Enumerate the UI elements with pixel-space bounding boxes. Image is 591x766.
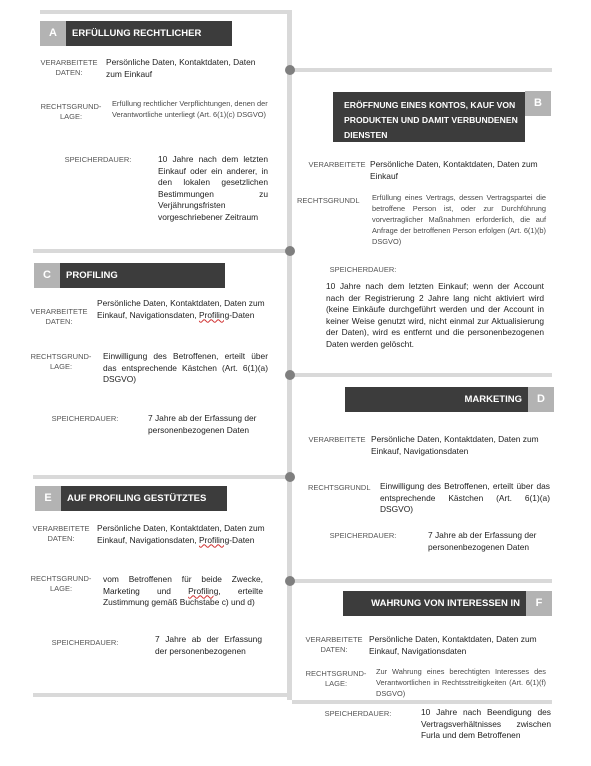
section-e-basis-label: RECHTSGRUND-LAGE: [30, 574, 92, 593]
timeline-node [285, 576, 295, 586]
divider-top-b [290, 68, 552, 72]
timeline-node [285, 472, 295, 482]
section-b-storage: 10 Jahre nach dem letzten Einkauf; wenn der Account nach der Registrierung 2 Jahre lang nicht aktiviert wird (keine Einkäufe durchgeführt werden und der Account in keiner Weise genutzt wird, nicht einmal zur Aktualisierung der Daten), wird es entfernt und die personenbezogenen Daten werden gelöscht. [326, 281, 544, 349]
section-d-basis: Einwilligung des Betroffenen, erteilt über das entsprechende Kästchen (Art. 6(1)(a) DSGVO) [380, 481, 550, 515]
section-c-profiling-word: Profiling [198, 309, 230, 320]
section-d-storage-label: SPEICHERDAUER: [329, 531, 397, 540]
section-d-data: Persönliche Daten, Kontaktdaten, Daten zum Einkauf, Navigationsdaten [371, 434, 539, 456]
bottom-border-right [292, 700, 552, 704]
section-e-profiling-word: Profiling [198, 534, 230, 545]
section-b-data: Persönliche Daten, Kontaktdaten, Daten zum Einkauf [370, 159, 538, 181]
section-b-title-line3: DIENSTEN [344, 130, 388, 140]
section-a-title-text: ERFÜLLUNG RECHTLICHER [72, 28, 202, 39]
section-a-data: Persönliche Daten, Kontaktdaten, Daten zum Einkauf [106, 57, 256, 79]
section-d-title-text: MARKETING [464, 394, 522, 405]
section-b-badge: B [525, 91, 551, 116]
section-a-storage-label: SPEICHERDAUER: [64, 155, 132, 164]
timeline-node [285, 65, 295, 75]
section-e-title-text: AUF PROFILING GESTÜTZTES [67, 493, 207, 504]
section-e-badge: E [35, 486, 61, 511]
section-c-storage: 7 Jahre ab der Erfassung der personenbezogenen Daten [148, 413, 257, 435]
divider-b-d [290, 373, 552, 377]
section-e-profiling-word-2: Profiling [188, 585, 219, 596]
section-d-title [345, 387, 528, 412]
section-a-title [66, 21, 232, 46]
section-e-storage-label: SPEICHERDAUER: [51, 638, 119, 647]
section-c-title-text: PROFILING [66, 270, 118, 281]
section-c-data-label: VERARBEITETE DATEN: [30, 307, 88, 326]
section-f-storage-label: SPEICHERDAUER: [324, 709, 392, 718]
divider-d-f [290, 579, 552, 583]
section-f-title [343, 591, 526, 616]
section-b-title-line2: PRODUKTEN UND DAMIT VERBUNDENEN [344, 115, 518, 125]
section-e-basis-suffix: , erteilte Zustimmung gemäß Buchstabe c) und d) [103, 585, 263, 608]
section-c-badge: C [34, 263, 60, 288]
section-d-storage: 7 Jahre ab der Erfassung der personenbezogenen Daten [428, 530, 537, 552]
section-e-data-suffix: -Daten [229, 534, 255, 545]
section-b-storage-label: SPEICHERDAUER: [329, 265, 397, 274]
section-b-basis-label: RECHTSGRUNDL [297, 196, 360, 205]
section-b-title-line1: ERÖFFNUNG EINES KONTOS, KAUF VON [344, 100, 516, 110]
section-c-storage-label: SPEICHERDAUER: [51, 414, 119, 423]
section-a-data-label: VERARBEITETE DATEN: [40, 58, 98, 76]
section-e-data [97, 523, 277, 546]
section-f-data-label: VERARBEITETE DATEN: [305, 635, 363, 654]
section-b-data-label: VERARBEITETE [308, 160, 366, 169]
section-d-basis-label: RECHTSGRUNDL [308, 483, 371, 492]
section-a-badge: A [40, 21, 66, 46]
section-f-badge: F [526, 591, 552, 616]
section-f-data: Persönliche Daten, Kontaktdaten, Daten zum Einkauf, Navigationsdaten [369, 634, 537, 656]
timeline-node [285, 370, 295, 380]
section-e-data-text: Persönliche Daten, Kontaktdaten, Daten zum Einkauf, Navigationsdaten, [97, 523, 265, 545]
section-c-data-text: Persönliche Daten, Kontaktdaten, Daten zum Einkauf, Navigationsdaten, [97, 298, 265, 320]
section-c-basis-label: RECHTSGRUND-LAGE: [30, 352, 92, 371]
section-f-storage: 10 Jahre nach Beendigung des Vertragsverhältnisses zwischen Furla und dem Betroffenen [421, 707, 551, 741]
section-c-data-suffix: -Daten [229, 309, 255, 320]
section-b-basis: Erfüllung eines Vertrags, dessen Vertragspartei die betroffene Person ist, oder zur Durchführung vorvertraglicher Maßnahmen erforderlich, die auf Anfrage der betroffenen Person erfolgen (Art. 6(1)(b) DSGVO) [372, 193, 546, 246]
section-c-data [97, 298, 277, 321]
bottom-border-left [33, 693, 287, 697]
section-e-title [61, 486, 227, 511]
section-f-title-text: WAHRUNG VON INTERESSEN IN [371, 598, 520, 609]
section-e-data-label: VERARBEITETE DATEN: [32, 524, 90, 541]
divider-a-c [33, 249, 290, 253]
section-f-basis-label: RECHTSGRUND-LAGE: [305, 669, 367, 688]
timeline-node [285, 246, 295, 256]
section-a-basis: Erfüllung rechtlicher Verpflichtungen, denen der Verantwortliche unterliegt (Art. 6(1)(c) DSGVO) [112, 99, 268, 119]
section-e-storage: 7 Jahre ab der Erfassung der personenbezogenen [155, 634, 262, 656]
section-a-basis-label: RECHTSGRUND-LAGE: [40, 102, 102, 121]
section-d-badge: D [528, 387, 554, 412]
section-a-storage: 10 Jahre nach dem letzten Einkauf oder ein anderer, in den lokalen gesetzlichen Bestimmungen zu Verjährungsfristen vorgeschriebener Zeitraum [158, 154, 268, 222]
section-e-basis-text: vom Betroffenen für beide Zwecke, Marketing und [103, 574, 263, 596]
section-f-basis: Zur Wahrung eines berechtigten Interesses des Verantwortlichen in Rechtsstreitigkeiten (Art. 6(1)(f) DSGVO) [376, 667, 546, 698]
top-border-left [40, 10, 292, 14]
section-c-title [60, 263, 225, 288]
section-d-data-label: VERARBEITETE [308, 435, 366, 444]
timeline-spine [287, 10, 292, 700]
section-e-basis [103, 574, 263, 609]
divider-c-e [33, 475, 290, 479]
section-b-title [333, 92, 525, 142]
section-c-basis: Einwilligung des Betroffenen, erteilt über das entsprechende Kästchen (Art. 6(1)(a) DSGVO) [103, 351, 268, 385]
